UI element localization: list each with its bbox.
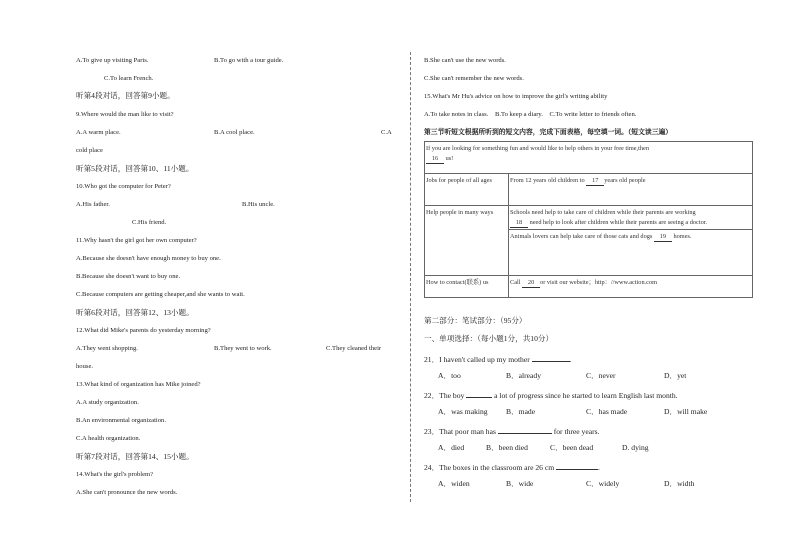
- question-9: 9.Where would the man like to visit?: [76, 111, 174, 118]
- q13-option-b: B.An environmental organization.: [76, 417, 166, 424]
- section-3-title: 第三节听短文根据所听到的短文内容，完成下面表格，每空填一词。（短文读三遍）: [424, 129, 673, 136]
- q11-option-b: B.Because she doesn't want to buy one.: [76, 273, 181, 280]
- table-intro-cell: [425, 142, 753, 174]
- blank-16: 16: [426, 155, 444, 164]
- row-contact-value: [509, 276, 753, 298]
- q9-option-c-rest: cold place: [76, 147, 103, 154]
- instruction-q14-15: 听第7段对话，回答第14、15小题。: [76, 452, 194, 461]
- question-13: 13.What kind of organization has Mike joined?: [76, 381, 201, 388]
- question-14: 14.What's the girl's problem?: [76, 471, 154, 478]
- table-intro-end: us!: [445, 155, 454, 162]
- q9-option-c-prefix: C.A: [381, 129, 392, 136]
- q22-option-c: C．has made: [586, 407, 628, 416]
- q8-option-a: A.To give up visiting Paris.: [76, 57, 149, 64]
- q23-option-a: A．died: [438, 443, 465, 452]
- q10-option-a: A.His father.: [76, 201, 110, 208]
- blank-22: [466, 390, 492, 398]
- q8-option-c: C.To learn French.: [104, 75, 154, 82]
- blank-19: 19: [654, 233, 672, 242]
- listening-table: [424, 141, 753, 298]
- instruction-q12-13: 听第6段对话，回答第12、13小题。: [76, 308, 194, 317]
- part-2-title: 第二部分：笔试部分：（95分）: [424, 316, 527, 325]
- part-2-subtitle: 一、单项选择：（每小题1分，共10分）: [424, 334, 554, 343]
- question-21-end: .: [569, 355, 572, 364]
- column-divider: [410, 52, 411, 502]
- question-22-text-a: 22．The boy: [424, 391, 465, 400]
- question-15: 15.What's Mr Hu's advice on how to improve the girl's writing ability: [424, 93, 608, 100]
- row-help-homes: homes.: [673, 233, 692, 240]
- q11-option-a: A.Because she doesn't have enough money to buy one.: [76, 255, 221, 262]
- q22-option-a: A．was making: [438, 407, 488, 416]
- question-21: [424, 354, 572, 364]
- row-contact-call: Call: [510, 279, 521, 286]
- q10-option-c: C.His friend.: [132, 219, 167, 226]
- q9-option-b: B.A cool place.: [214, 129, 255, 136]
- q21-option-a: A．too: [438, 371, 461, 380]
- q8-option-b: B.To go with a tour guide.: [214, 57, 284, 64]
- question-24-text-a: 24．The boxes in the classroom are 26 cm: [424, 463, 555, 472]
- q24-option-d: D．width: [664, 479, 695, 488]
- q11-option-c: C.Because computers are getting cheaper,and she wants to wait.: [76, 291, 245, 298]
- q12-option-a: A.They went shopping.: [76, 345, 138, 352]
- row-jobs-text-1: From 12 years old children to: [510, 177, 585, 184]
- question-23: [424, 426, 599, 436]
- q13-option-c: C.A health organization.: [76, 435, 141, 442]
- table-intro-text: If you are looking for something fun and would like to help others in your free time,then: [426, 145, 649, 152]
- q14-option-c: C.She can't remember the new words.: [424, 75, 524, 82]
- row-jobs-value: [509, 174, 753, 206]
- q21-option-d: D．yet: [664, 371, 687, 380]
- question-24-end: .: [598, 463, 600, 472]
- q12-option-c-rest: house.: [76, 363, 94, 370]
- q24-option-b: B．wide: [506, 479, 534, 488]
- row-contact-label: How to contact(联系) us: [425, 276, 509, 298]
- blank-24: [556, 462, 598, 470]
- blank-18: 18: [510, 219, 528, 228]
- question-21-text: 21．I haven't called up my mother: [424, 355, 530, 364]
- row-jobs-text-2: years old people: [604, 177, 646, 184]
- q12-option-c: C.They cleaned their: [326, 345, 382, 352]
- q14-option-a: A.She can't pronounce the new words.: [76, 489, 178, 496]
- blank-20: 20: [522, 279, 540, 288]
- row-contact-web: or visit our website；http：//www.action.com: [540, 279, 658, 286]
- row-help-label: Help people in many ways: [425, 206, 509, 276]
- instruction-q9: 听第4段对话，回答第9小题。: [76, 91, 175, 100]
- q21-option-c: C．never: [586, 371, 616, 380]
- row-help-value: [509, 206, 753, 276]
- instruction-q10-11: 听第5段对话，回答第10、11小题。: [76, 164, 194, 173]
- question-23-text-a: 23．That poor man has: [424, 427, 496, 436]
- q22-option-d: D．will make: [664, 407, 708, 416]
- q15-options: A.To take notes in class. B.To keep a diary. C.To write letter to friends often.: [424, 111, 637, 118]
- question-11: 11.Why hasn't the girl got her own computer?: [76, 237, 197, 244]
- q23-option-b: B．been died: [486, 443, 528, 452]
- question-24: [424, 462, 600, 472]
- question-23-text-b: for three years.: [553, 427, 600, 436]
- blank-17: 17: [586, 177, 604, 186]
- q10-option-b: B.His uncle.: [242, 201, 275, 208]
- q23-option-c: C．been dead: [550, 443, 594, 452]
- row-jobs-label: Jobs for people of all ages: [425, 174, 509, 206]
- question-22: [424, 390, 678, 400]
- question-12: 12.What did Mike's parents do yesterday morning?: [76, 327, 211, 334]
- q13-option-a: A.A study organization.: [76, 399, 139, 406]
- q24-option-a: A．widen: [438, 479, 470, 488]
- q12-option-b: B.They went to work.: [214, 345, 272, 352]
- blank-21: [532, 354, 570, 362]
- question-10: 10.Who got the computer for Peter?: [76, 183, 171, 190]
- row-help-parents: need help to look after children while their parents are seeing a doctor.: [529, 219, 708, 226]
- q9-option-a: A.A warm place.: [76, 129, 121, 136]
- blank-23: [498, 426, 552, 434]
- q23-option-d: D. dying: [622, 443, 649, 452]
- q24-option-c: C．widely: [586, 479, 620, 488]
- row-help-schools: Schools need help to take care of children while their parents are working: [510, 209, 696, 216]
- q14-option-b: B.She can't use the new words.: [424, 57, 506, 64]
- q22-option-b: B．made: [506, 407, 536, 416]
- row-help-animals: Animals lovers can help take care of those cats and dogs: [510, 233, 653, 240]
- question-22-text-b: a lot of progress since he started to learn English last month.: [494, 391, 678, 400]
- q21-option-b: B．already: [506, 371, 542, 380]
